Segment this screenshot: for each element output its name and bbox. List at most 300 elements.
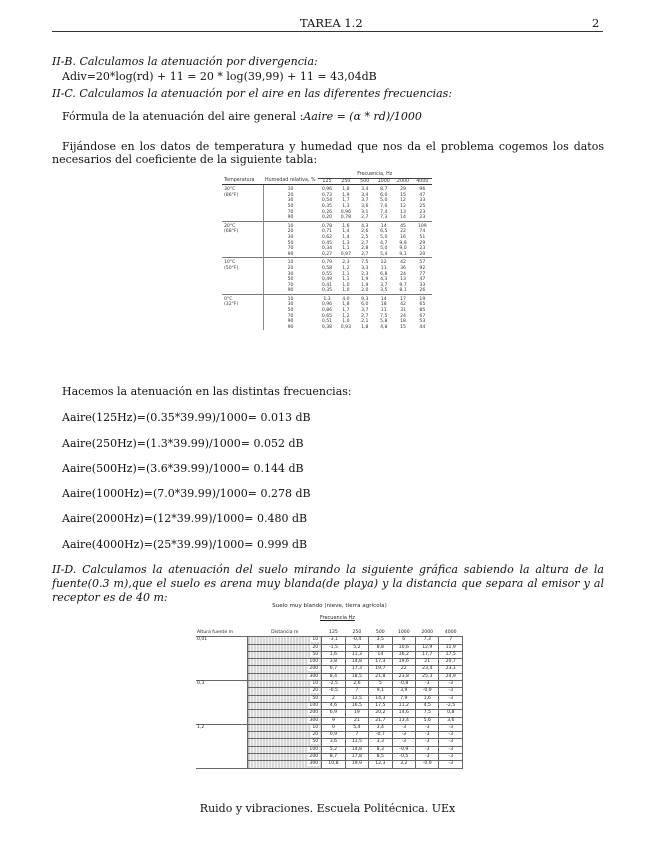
air-value-cell: 1,7 <box>342 308 350 314</box>
air-value-cell: 0,79 <box>321 260 333 266</box>
ground-value-cell: 21 <box>345 717 368 724</box>
air-value-cell: 7,5 <box>361 260 369 266</box>
ground-value-cell: 0,8 <box>439 710 463 717</box>
ground-distance-value: 200 <box>309 710 319 716</box>
running-header-title: TAREA 1.2 <box>300 16 363 30</box>
air-humidity-cell: 50 <box>263 308 318 314</box>
ground-value-cell: 1,6 <box>322 651 345 658</box>
air-value-cell: 13 <box>400 277 406 283</box>
air-freq-header: 4000 <box>413 178 432 185</box>
air-value-cell: 0,97 <box>340 251 352 257</box>
air-value-cell: 16 <box>400 234 406 240</box>
air-condition-temp-f: (32°F) <box>224 302 239 308</box>
air-value-cell: 4,7 <box>380 240 388 246</box>
air-value-cell: 47 <box>419 192 426 198</box>
ground-distance-value: 50 <box>312 695 319 701</box>
ground-value-cell: 21,7 <box>369 717 392 724</box>
air-value-cell: 74 <box>419 229 426 235</box>
ground-value-cell: 5 <box>369 681 392 688</box>
air-value-cell: 5,4 <box>380 251 388 257</box>
air-condition-temp: 10°C <box>224 260 236 266</box>
air-value-cell: 9,1 <box>399 251 407 257</box>
ground-value-cell: -3 <box>392 732 415 739</box>
ground-value-cell: -3 <box>439 746 463 753</box>
air-value-cell: 14 <box>380 296 387 302</box>
ground-value-cell: 12,5 <box>345 695 368 702</box>
header-rule <box>52 31 603 32</box>
ground-value-cell: 20,2 <box>369 710 392 717</box>
air-value-cell: 0,78 <box>340 215 352 221</box>
calc-intro: Hacemos la atenuación en las distintas frecuencias: <box>62 385 352 398</box>
air-value-cell: 8,7 <box>380 187 388 193</box>
ground-value-cell: 7,9 <box>392 695 415 702</box>
air-value-cell: 0,27 <box>321 251 333 257</box>
air-value-cell: 0,20 <box>321 215 333 221</box>
ground-value-cell: 19,6 <box>392 659 415 666</box>
air-value-cell: 0,41 <box>321 282 333 288</box>
air-value-cell: 96 <box>419 187 426 193</box>
ground-value-cell: 24,9 <box>439 673 463 680</box>
air-value-cell: 0,51 <box>321 319 333 325</box>
ground-value-cell: 19,9 <box>345 761 368 768</box>
air-value-cell: 1,2 <box>342 313 350 319</box>
ground-distance-value: 50 <box>312 651 319 657</box>
air-value-cell: 14 <box>400 215 406 221</box>
calc-line: Aaire(2000Hz)=(12*39.99)/1000= 0.480 dB <box>62 512 308 525</box>
calc-line: Aaire(125Hz)=(0.35*39.99)/1000= 0.013 dB <box>62 411 311 424</box>
air-value-cell: 9,9 <box>399 240 407 246</box>
ground-table-freq-header: Frecuencia Hz <box>320 615 355 621</box>
air-value-cell: 1,7 <box>342 198 350 204</box>
ground-value-cell: 17,7 <box>416 651 439 658</box>
air-value-cell: 23 <box>419 246 426 252</box>
intro-paragraph: Fijándose en los datos de temperatura y humedad que nos da el problema cogemos los datos necesarios del coeficiente de la siguiente tabla: <box>52 140 604 166</box>
ground-value-cell: 20,7 <box>439 659 463 666</box>
air-value-cell: 67 <box>419 313 426 319</box>
air-value-cell: 26 <box>419 288 426 294</box>
air-value-cell: 14 <box>380 223 387 229</box>
air-value-cell: 2,7 <box>361 313 369 319</box>
air-value-cell: 5,0 <box>380 198 388 204</box>
air-value-cell: 3,3 <box>361 265 369 271</box>
air-value-cell: 11 <box>380 308 387 314</box>
air-value-cell: 1,1 <box>342 277 350 283</box>
air-formula-line <box>62 110 422 123</box>
ground-value-cell: 17,5 <box>369 702 392 709</box>
ground-distance-value: 300 <box>309 673 319 679</box>
ground-distance-cell <box>248 681 322 688</box>
air-table-hum-header: Humedad relativa, % <box>265 178 316 184</box>
ground-value-cell: 17,5 <box>439 651 463 658</box>
air-value-cell: 2,7 <box>361 251 369 257</box>
ground-distance-value: 10 <box>312 681 319 687</box>
air-value-cell: 29 <box>400 187 406 193</box>
ground-value-cell: -3 <box>439 724 463 731</box>
air-value-cell: 23 <box>419 215 426 221</box>
air-value-cell: 12 <box>400 203 406 209</box>
ground-value-cell: 23,1 <box>439 666 463 673</box>
air-value-cell: 42 <box>400 260 406 266</box>
air-value-cell: 0,93 <box>340 324 352 330</box>
air-humidity-cell: 70 <box>263 314 318 320</box>
ground-value-cell: 17,8 <box>345 754 368 761</box>
air-value-cell: 0,62 <box>321 234 333 240</box>
ground-distance-cell <box>248 710 322 717</box>
air-value-cell: 4,3 <box>361 223 369 229</box>
ground-value-cell: 1,6 <box>416 695 439 702</box>
air-humidity-cell: 20 <box>263 229 318 235</box>
air-value-cell: 11 <box>380 265 387 271</box>
ground-distance-value: 20 <box>312 732 319 738</box>
air-value-cell: 0,38 <box>321 324 333 330</box>
ground-value-cell: 2 <box>322 695 345 702</box>
section-b-heading: II-B. Calculamos la atenuación por divergencia: <box>52 55 318 68</box>
ground-value-cell: 0,9 <box>322 732 345 739</box>
air-humidity-cell: 90 <box>263 325 318 331</box>
air-value-cell: 1,8 <box>342 302 350 308</box>
ground-value-cell: -0,9 <box>392 746 415 753</box>
air-value-cell: 7,3 <box>380 215 388 221</box>
calc-line: Aaire(4000Hz)=(25*39.99)/1000= 0.999 dB <box>62 538 308 551</box>
air-freq-header: 250 <box>336 178 355 185</box>
page-footer: Ruido y vibraciones. Escuela Politécnica. UEx <box>199 802 456 815</box>
air-value-cell: 5,8 <box>380 319 388 325</box>
ground-value-cell: 9,1 <box>369 688 392 695</box>
ground-value-cell: -0,5 <box>322 688 345 695</box>
ground-freq-header: 1000 <box>397 630 410 635</box>
air-value-cell: 19 <box>419 296 426 302</box>
ground-value-cell: 3,6 <box>439 717 463 724</box>
air-table-row <box>222 258 432 266</box>
ground-distance-value: 200 <box>309 754 319 760</box>
ground-value-cell: 6,9 <box>322 710 345 717</box>
ground-value-cell: -2,5 <box>322 681 345 688</box>
ground-value-cell: 7,3 <box>416 637 439 644</box>
ground-value-cell: -3 <box>439 681 463 688</box>
ground-value-cell: 25,3 <box>416 673 439 680</box>
ground-value-cell: 14,8 <box>345 746 368 753</box>
air-condition-temp: 0°C <box>224 296 233 302</box>
air-formula-label: Fórmula de la atenuación del aire general : <box>62 110 304 123</box>
ground-distance-value: 20 <box>312 688 319 694</box>
ground-table-row <box>196 724 463 731</box>
ground-attenuation-table <box>196 630 463 769</box>
air-humidity-cell: 20 <box>263 193 318 199</box>
ground-distance-cell <box>248 717 322 724</box>
air-condition-temp-f: (50°F) <box>224 265 239 271</box>
air-value-cell: 0,71 <box>321 229 333 235</box>
ground-source-height: 1,2 <box>196 724 248 768</box>
ground-table-row <box>196 681 463 688</box>
air-value-cell: 6,8 <box>380 271 388 277</box>
air-value-cell: 2,3 <box>361 271 369 277</box>
air-humidity-cell: 90 <box>263 288 318 294</box>
air-condition-temp: 20°C <box>224 223 236 229</box>
ground-table-alt-header: Altura fuente m <box>197 630 234 635</box>
air-value-cell: 3,7 <box>361 198 369 204</box>
ground-value-cell: 9 <box>322 717 345 724</box>
ground-value-cell: -3 <box>392 724 415 731</box>
air-value-cell: 4,0 <box>342 296 350 302</box>
air-humidity-cell: 30 <box>263 235 318 241</box>
air-value-cell: 1,3 <box>342 240 350 246</box>
air-humidity-cell: 70 <box>263 210 318 216</box>
air-value-cell: 4,3 <box>380 277 388 283</box>
ground-value-cell: 23,8 <box>392 673 415 680</box>
ground-freq-header: 125 <box>329 630 338 635</box>
ground-value-cell: 19 <box>345 710 368 717</box>
ground-value-cell: 8,7 <box>322 754 345 761</box>
ground-freq-header: 2000 <box>421 630 434 635</box>
ground-value-cell: -0,4 <box>345 637 368 644</box>
ground-value-cell: 5,2 <box>345 644 368 651</box>
air-value-cell: 18 <box>380 302 387 308</box>
air-value-cell: 0,96 <box>321 187 333 193</box>
ground-value-cell: 6,7 <box>322 666 345 673</box>
ground-value-cell: -3 <box>416 681 439 688</box>
ground-distance-value: 300 <box>309 761 319 767</box>
air-value-cell: 12 <box>400 198 406 204</box>
ground-value-cell: 11,9 <box>439 644 463 651</box>
air-value-cell: 2,5 <box>361 234 369 240</box>
calc-line: Aaire(250Hz)=(1.3*39.99)/1000= 0.052 dB <box>62 437 304 450</box>
air-value-cell: 5,0 <box>380 246 388 252</box>
air-value-cell: 1,8 <box>342 187 350 193</box>
ground-value-cell: 3,6 <box>322 739 345 746</box>
air-value-cell: 7,0 <box>380 203 388 209</box>
ground-value-cell: 16,5 <box>345 702 368 709</box>
air-freq-header: 2000 <box>393 178 412 185</box>
ground-value-cell: 10,8 <box>322 761 345 768</box>
page-number: 2 <box>592 16 600 30</box>
air-value-cell: 31 <box>400 308 406 314</box>
air-value-cell: 45 <box>400 223 406 229</box>
air-humidity-cell: 30 <box>263 302 318 308</box>
air-value-cell: 1,2 <box>342 265 350 271</box>
air-value-cell: 0,45 <box>321 240 333 246</box>
air-value-cell: 2,7 <box>361 240 369 246</box>
ground-value-cell: -0,9 <box>416 761 439 768</box>
air-value-cell: 0,73 <box>321 192 333 198</box>
air-table-row <box>222 185 432 193</box>
air-value-cell: 33 <box>419 282 426 288</box>
ground-source-height: 0,01 <box>196 637 248 681</box>
air-value-cell: 1,0 <box>342 282 350 288</box>
ground-freq-header: 250 <box>352 630 362 635</box>
air-value-cell: 1,4 <box>342 229 350 235</box>
air-value-cell: 1,3 <box>323 296 331 302</box>
air-value-cell: 4,8 <box>380 324 388 330</box>
ground-value-cell: 5,6 <box>416 717 439 724</box>
air-value-cell: 0,65 <box>321 313 333 319</box>
ground-value-cell: -3 <box>416 739 439 746</box>
ground-value-cell: -1,5 <box>322 644 345 651</box>
ground-value-cell: 11,3 <box>345 651 368 658</box>
ground-value-cell: 7,5 <box>416 710 439 717</box>
air-humidity-cell: 10 <box>263 258 318 266</box>
ground-value-cell: 19,7 <box>369 666 392 673</box>
ground-value-cell: -3 <box>416 724 439 731</box>
air-value-cell: 0,96 <box>340 209 352 215</box>
ground-value-cell: 16,2 <box>392 651 415 658</box>
ground-distance-value: 100 <box>309 746 319 752</box>
ground-distance-cell <box>248 724 322 731</box>
ground-value-cell: 5,4 <box>345 724 368 731</box>
air-value-cell: 53 <box>419 319 426 325</box>
ground-value-cell: 14,3 <box>369 695 392 702</box>
air-condition <box>222 185 263 222</box>
ground-value-cell: 10,6 <box>392 644 415 651</box>
air-value-cell: 3,1 <box>361 209 369 215</box>
air-condition-temp-f: (86°F) <box>224 192 239 198</box>
air-value-cell: 29 <box>419 240 426 246</box>
air-value-cell: 85 <box>419 308 426 314</box>
air-value-cell: 3,5 <box>380 288 388 294</box>
ground-value-cell: -3 <box>439 739 463 746</box>
air-value-cell: 3,4 <box>361 187 369 193</box>
air-humidity-cell: 70 <box>263 283 318 289</box>
ground-value-cell: 4,6 <box>322 702 345 709</box>
ground-value-cell: 11,5 <box>345 739 368 746</box>
ground-distance-cell <box>248 732 322 739</box>
air-value-cell: 24 <box>400 313 406 319</box>
ground-distance-value: 20 <box>312 644 319 650</box>
air-value-cell: 0,26 <box>321 209 333 215</box>
ground-value-cell: 18,5 <box>345 673 368 680</box>
ground-value-cell: -0,7 <box>369 732 392 739</box>
ground-value-cell: 3,9 <box>392 688 415 695</box>
ground-distance-cell <box>248 688 322 695</box>
air-table-temp-header: Temperatura <box>222 178 263 185</box>
air-value-cell: 44 <box>419 324 426 330</box>
ground-value-cell: -3 <box>439 695 463 702</box>
air-humidity-cell: 10 <box>263 185 318 193</box>
ground-value-cell: -3 <box>439 761 463 768</box>
ground-value-cell: 6 <box>392 637 415 644</box>
air-value-cell: 1,3 <box>342 203 350 209</box>
ground-value-cell: 3,5 <box>369 637 392 644</box>
ground-distance-value: 200 <box>309 666 319 672</box>
ground-distance-cell <box>248 637 322 644</box>
ground-table-title: Suelo muy blando (nieve, tierra agrícola) <box>272 603 387 609</box>
ground-distance-cell <box>248 695 322 702</box>
ground-distance-value: 100 <box>309 702 319 708</box>
air-formula: Aaire = (α * rd)/1000 <box>303 110 422 123</box>
air-value-cell: 6,5 <box>380 229 388 235</box>
air-value-cell: 1,9 <box>342 192 350 198</box>
air-value-cell: 42 <box>400 302 406 308</box>
section-c-heading: II-C. Calculamos la atenuación por el aire en las diferentes frecuencias: <box>52 87 453 100</box>
air-value-cell: 0,34 <box>321 246 333 252</box>
air-condition-temp: 30°C <box>224 187 236 193</box>
air-condition <box>222 258 263 295</box>
ground-distance-value: 100 <box>309 659 319 665</box>
air-humidity-cell: 90 <box>263 215 318 221</box>
air-value-cell: 6,0 <box>361 302 369 308</box>
air-humidity-cell: 70 <box>263 246 318 252</box>
air-humidity-cell: 10 <box>263 294 318 302</box>
ground-value-cell: 8,4 <box>322 673 345 680</box>
air-value-cell: 3,7 <box>361 308 369 314</box>
divergence-formula: Adiv=20*log(rd) + 11 = 20 * log(39,99) + 11 = 43,04dB <box>62 70 377 83</box>
ground-freq-header: 4000 <box>444 630 457 635</box>
air-value-cell: 7,4 <box>380 209 388 215</box>
air-value-cell: 33 <box>419 198 426 204</box>
air-value-cell: 22 <box>400 229 406 235</box>
ground-distance-cell <box>248 651 322 658</box>
ground-value-cell: 22 <box>392 666 415 673</box>
air-value-cell: 0,96 <box>321 302 333 308</box>
ground-distance-cell <box>248 666 322 673</box>
ground-value-cell: -0,9 <box>416 688 439 695</box>
air-value-cell: 2,6 <box>361 229 369 235</box>
air-value-cell: 2,1 <box>361 319 369 325</box>
air-value-cell: 23 <box>419 209 426 215</box>
air-humidity-cell: 90 <box>263 252 318 258</box>
air-freq-header: 500 <box>355 178 374 185</box>
air-value-cell: 15 <box>400 324 406 330</box>
air-value-cell: 1,1 <box>342 271 350 277</box>
air-value-cell: 109 <box>417 223 427 229</box>
air-value-cell: 0,35 <box>321 288 333 294</box>
ground-value-cell: 11,2 <box>392 702 415 709</box>
air-value-cell: 22 <box>380 260 387 266</box>
air-value-cell: 1,0 <box>342 288 350 294</box>
air-freq-header: 1000 <box>374 178 393 185</box>
ground-distance-cell <box>248 746 322 753</box>
ground-value-cell: -3,1 <box>322 637 345 644</box>
ground-distance-value: 300 <box>309 717 319 723</box>
air-humidity-cell: 50 <box>263 241 318 247</box>
calc-line: Aaire(1000Hz)=(7.0*39.99)/1000= 0.278 dB <box>62 487 311 500</box>
air-value-cell: 51 <box>419 234 426 240</box>
air-value-cell: 0,49 <box>321 277 333 283</box>
ground-value-cell: 23,4 <box>416 666 439 673</box>
air-value-cell: 8,1 <box>399 288 407 294</box>
ground-value-cell: 14,6 <box>392 710 415 717</box>
ground-value-cell: 2,6 <box>345 681 368 688</box>
ground-source-height: 0,3 <box>196 681 248 725</box>
ground-value-cell: 17,3 <box>345 666 368 673</box>
air-value-cell: 5,0 <box>380 234 388 240</box>
air-value-cell: 0,58 <box>321 265 333 271</box>
ground-value-cell: 5,2 <box>322 746 345 753</box>
air-value-cell: 17 <box>400 296 406 302</box>
air-value-cell: 18 <box>400 319 406 325</box>
ground-value-cell: 3,8 <box>322 659 345 666</box>
ground-value-cell: 8,5 <box>369 754 392 761</box>
air-value-cell: 2,8 <box>361 246 369 252</box>
air-value-cell: 1,9 <box>361 277 369 283</box>
air-value-cell: 1,8 <box>361 324 369 330</box>
ground-value-cell: 12,9 <box>416 644 439 651</box>
air-value-cell: 1,9 <box>361 282 369 288</box>
ground-distance-value: 10 <box>312 724 319 730</box>
ground-distance-cell <box>248 761 322 768</box>
ground-value-cell: -0,5 <box>392 754 415 761</box>
ground-value-cell: 13,4 <box>392 717 415 724</box>
ground-value-cell: 3,4 <box>369 724 392 731</box>
air-condition <box>222 221 263 258</box>
air-humidity-cell: 30 <box>263 198 318 204</box>
air-value-cell: 15 <box>400 192 406 198</box>
air-value-cell: 47 <box>419 277 426 283</box>
air-value-cell: 9,7 <box>399 282 407 288</box>
ground-value-cell: -3 <box>439 732 463 739</box>
ground-value-cell: -3 <box>439 688 463 695</box>
air-value-cell: 1,4 <box>342 234 350 240</box>
air-humidity-cell: 30 <box>263 272 318 278</box>
